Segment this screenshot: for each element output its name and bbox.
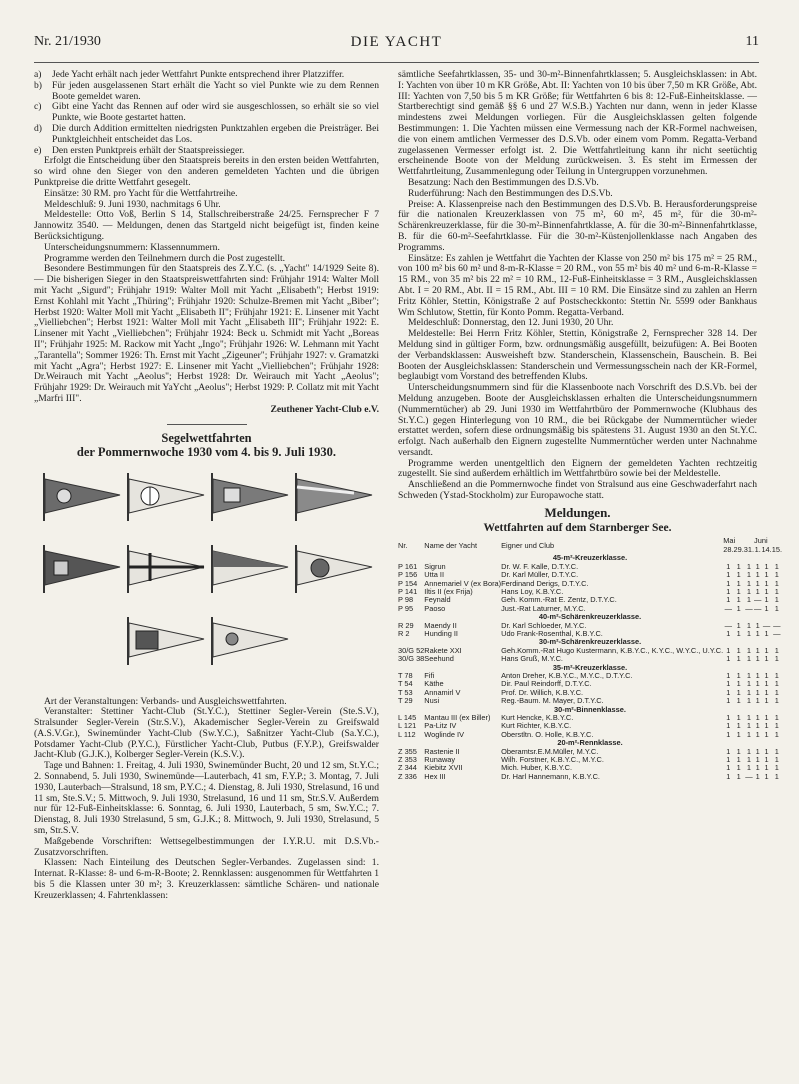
cell-name: Rakete XXI xyxy=(424,645,462,655)
cell-race-value: 1 xyxy=(764,729,769,739)
cell-race-value: 1 xyxy=(764,628,769,638)
cell-race-value: 1 xyxy=(764,755,769,765)
paragraph: Ruderführung: Nach den Bestimmungen des D.S.Vb. xyxy=(408,187,613,199)
section-divider xyxy=(167,424,247,425)
paragraph: Anschließend an die Pommernwoche findet von Stralsund aus eine Geschwaderfahrt nach Schweden (Ystad-Stockholm) zur Europawoche statt. xyxy=(398,479,757,502)
cell-name: Runaway xyxy=(424,755,456,765)
cell-race-value: 1 xyxy=(746,586,751,596)
cell-race-value: 1 xyxy=(736,628,741,638)
cell-race-value: 1 xyxy=(774,729,779,739)
table-row xyxy=(398,563,782,571)
paragraph: Art der Veranstaltungen: Verbands- und Ausgleichswettfahrten. xyxy=(44,695,287,707)
cell-owner: Udo Frank-Rosenthal, K.B.Y.C. xyxy=(501,628,603,638)
cell-race-value: 1 xyxy=(726,771,731,781)
cell-owner: Dr. Harl Hannemann, K.B.Y.C. xyxy=(501,771,600,781)
cell-name: Mantau III (ex Biller) xyxy=(424,713,491,722)
cell-owner: Reg.-Baum. M. Mayer, D.T.Y.C. xyxy=(501,696,604,706)
meldungen-subtitle: Wettfahrten auf dem Starnberger See. xyxy=(483,521,672,534)
cell-race-value: 1 xyxy=(764,679,769,689)
cell-name: Pa-Litz IV xyxy=(424,721,457,731)
cell-race-value: 1 xyxy=(746,628,751,638)
cell-race-value: 1 xyxy=(726,586,731,596)
cell-owner: Mich. Huber, K.B.Y.C. xyxy=(501,763,573,773)
cell-race-value: 1 xyxy=(746,713,751,722)
cell-race-value: 1 xyxy=(755,654,760,664)
col-owner: Eigner und Club xyxy=(501,540,555,550)
cell-race-value: 1 xyxy=(774,687,779,697)
cell-race-value: 1 xyxy=(746,620,751,630)
cell-race-value: 1 xyxy=(746,763,751,773)
col-date: 1. xyxy=(754,544,761,554)
cell-race-value: 1 xyxy=(746,755,751,765)
cell-race-value: 1 xyxy=(736,654,741,664)
cell-race-value: 1 xyxy=(726,721,731,731)
cell-race-value: 1 xyxy=(774,746,779,756)
cell-nr: L 121 xyxy=(398,721,417,731)
cell-race-value: 1 xyxy=(736,578,741,588)
left-column xyxy=(34,70,379,902)
cell-race-value: 1 xyxy=(726,645,731,655)
entries-table xyxy=(398,537,782,781)
cell-race-value: — xyxy=(745,603,753,613)
magazine-title: DIE YACHT xyxy=(350,34,443,50)
paragraph: Unterscheidungsnummern sind für die Klassenboote nach Vorschrift des D.S.Vb. bei der Meldung anzugeben. Boote der Ausgleichsklassen erhalten die Unterscheidungsnummern (Nummerntücher) ab 29. Juni 1930 im Wettfahrtbüro der Pommernwoche (Klubhaus des St.Y.C.) gegen Hinterlegung von 10 RM., die bei Rückgabe der Nummerntücher wieder erstattet werden, sofern diese ordnungsmäßig bis spätestens 31. August 1930 an den St.Y.C. erfolgt. Nach außerhalb den Eignern zugestellte Nummerntücher werden unter Nachnahme versandt. xyxy=(398,382,757,458)
cell-name: Rastenie II xyxy=(424,746,460,756)
paragraph: Meldeschluß: Donnerstag, den 12. Juni 1930, 20 Uhr. xyxy=(408,317,614,329)
cell-race-value: 1 xyxy=(764,721,769,731)
cell-race-value: 1 xyxy=(746,561,751,571)
cell-race-value: 1 xyxy=(746,687,751,697)
cell-race-value: 1 xyxy=(755,721,760,731)
cell-name: Maendy II xyxy=(424,620,457,630)
cell-nr: L 112 xyxy=(398,729,416,739)
cell-race-value: 1 xyxy=(764,746,769,756)
cell-race-value: 1 xyxy=(774,603,779,613)
cell-name: Fifi xyxy=(424,670,435,680)
burgee-flag-icon xyxy=(210,545,290,593)
paragraph: Preise: A. Klassenpreise nach den Bestimmungen des D.S.Vb. B. Herausforderungspreise für die nationalen Kreuzerklassen von 75 m², 60 m², 45 m², für die 30-m²-Schärenkreuzerklasse, für die 30-m²-Binnenfahrtklasse, A. für die 30-m²-Binnenfahrtklasse, B. für die 60-m²-Seefahrtklasse. Für die 30-m²-Küstenjollenklasse nach Angaben des Programms. xyxy=(398,198,757,253)
paragraph: Meldestelle: Otto Voß, Berlin S 14, Stallschreiberstraße 24/25. Fernsprecher F 7 Jannowitz 3540. — Meldungen, denen das Startgeld nicht beigefügt ist, finden keine Berücksichtigung. xyxy=(34,209,379,242)
paragraph: Tage und Bahnen: 1. Freitag, 4. Juli 1930, Swinemünder Bucht, 20 und 12 sm, St.Y.C.; 2. Sonnabend, 5. Juli 1930, Swinemünde—Lauterbach, 41 sm, F.Y.P.; 3. Montag, 7. Juli 1930, Lauterbach—Stralsund, 18 sm, P.Y.C.; 4. Dienstag, 8. Juli 1930, Strelasund, 16 und 11 sm, Ste.S.V.; 5. Mittwoch, 9. Juli 1930, Strelasund, 16 und 11 sm, Str.S.V. Außerdem nur für 12-Fuß-Einheitsklasse: 6. Sonntag, 6. Juli 1930, Lauterbach, 5 sm, Sw.Y.C.; 7. Dienstag, 8. Juli 1930 Strelasund, 5 sm, G.J.K.; 8. Mittwoch, 9. Juli 1930, Strelasund, 5 sm, Str.S.V. xyxy=(34,760,379,837)
list-text: Für jeden ausgelassenen Start erhält die Yacht so viel Punkte wie zu dem Rennen Boote gemeldet waren. xyxy=(52,79,379,102)
cell-nr: R 2 xyxy=(398,628,410,638)
cell-race-value: 1 xyxy=(746,721,751,731)
cell-race-value: 1 xyxy=(764,763,769,773)
cell-race-value: — xyxy=(762,620,771,630)
cell-name: Hunding II xyxy=(424,628,458,638)
cell-nr: T 54 xyxy=(398,679,413,689)
list-item xyxy=(34,124,379,146)
paragraph: Maßgebende Vorschriften: Wettsegelbestimmungen der I.Y.R.U. mit D.S.Vb.-Zusatzvorschriften. xyxy=(34,835,379,858)
cell-race-value: 1 xyxy=(726,746,731,756)
cell-owner: Dr. Karl Schloeder, M.Y.C. xyxy=(501,620,587,630)
cell-race-value: 1 xyxy=(746,746,751,756)
col-nr: Nr. xyxy=(398,540,408,550)
cell-race-value: 1 xyxy=(774,679,779,689)
meldungen-title: Meldungen. xyxy=(544,504,611,520)
cell-race-value: 1 xyxy=(774,561,779,571)
cell-nr: P 161 xyxy=(398,561,418,571)
cell-race-value: 1 xyxy=(736,603,741,613)
list-text: Den ersten Punktpreis erhält der Staatspreissieger. xyxy=(52,144,245,156)
cell-race-value: 1 xyxy=(764,654,769,664)
cell-race-value: 1 xyxy=(774,696,779,706)
cell-race-value: 1 xyxy=(726,755,731,765)
cell-race-value: 1 xyxy=(755,645,760,655)
cell-race-value: — xyxy=(724,603,733,613)
list-marker: c) xyxy=(34,101,42,113)
burgee-flag-icon xyxy=(210,617,290,665)
cell-race-value: 1 xyxy=(726,628,731,638)
cell-owner: Hans Loy, K.B.Y.C. xyxy=(501,586,564,596)
paragraph: Einsätze: 30 RM. pro Yacht für die Wettfahrtreihe. xyxy=(44,187,238,199)
cell-race-value: 1 xyxy=(774,570,779,580)
col-mai: Mai xyxy=(723,536,736,546)
cell-race-value: 1 xyxy=(736,595,741,605)
segel-subtitle: der Pommernwoche 1930 vom 4. bis 9. Juli 1930. xyxy=(76,444,337,459)
list-marker: b) xyxy=(34,79,42,91)
col-date: 29. xyxy=(733,544,744,554)
table-row xyxy=(398,647,782,655)
cell-nr: Z 353 xyxy=(398,755,417,765)
cell-race-value: 1 xyxy=(774,713,779,722)
cell-race-value: 1 xyxy=(736,696,741,706)
list-item xyxy=(34,102,379,124)
cell-nr: P 156 xyxy=(398,570,418,580)
cell-name: Utta II xyxy=(424,570,445,580)
cell-race-value: 1 xyxy=(736,670,741,680)
paragraph: Besondere Bestimmungen für den Staatspreis des Z.Y.C. (s. „Yacht" 14/1929 Seite 8). — Die bisherigen Sieger in den Staatspreiswettfahrten sind: Frühjahr 1914: Walter Moll mit Yacht „Sigurd"; Frühjahr 1919: Walter Moll mit Yacht „Elisabeth"; Herbst 1919: Ernst Kohlahl mit Yacht „Thüring"; Frühjahr 1920: Schulze-Bremen mit Yacht „Biber"; Herbst 1920: Walter Moll mit Yacht „Elisabeth II"; Frühjahr 1921: E. Linsener mit Yacht „Vielliebchen"; Herbst 1921: Walter Moll mit Yacht „Elisabeth III"; Frühjahr 1922: E. Linsener mit Yacht „Vielliebchen"; Frühjahr 1924: Beck u. Schmidt mit Yacht „Boreas II"; Frühjahr 1925: M. Rackow mit Yacht „Ingo"; Frühjahr 1926: W. Lehmann mit Yacht „Tarantella"; Sommer 1926: Th. Ernst mit Yacht „Zigeuner"; Frühjahr 1927: v. Gramatzki mit Yacht „Agra"; Herbst 1927: E. Linsener mit Yacht „Vielliebchen"; Frühjahr 1928: Dr.Weirauch mit Yacht „Aeolus"; Herbst 1928: Dr. Weirauch mit Yacht „Aeolus"; Frühjahr 1929: Dr. Weirauch mit YaYcht „Aeolus"; Herbst 1929: P. Collatz mit mit Yacht „Marfri III". xyxy=(34,263,379,404)
cell-race-value: 1 xyxy=(755,763,760,773)
cell-nr: L 145 xyxy=(398,713,417,722)
list-text: Jede Yacht erhält nach jeder Wettfahrt Punkte entsprechend ihrer Platzziffer. xyxy=(52,69,345,80)
cell-race-value: 1 xyxy=(774,595,779,605)
paragraph: Unterscheidungsnummern: Klassennummern. xyxy=(44,241,220,253)
cell-race-value: 1 xyxy=(774,670,779,680)
cell-name: Annamirl V xyxy=(424,687,461,697)
cell-race-value: 1 xyxy=(774,721,779,731)
cell-name: Kiebitz XVII xyxy=(424,763,463,773)
table-row xyxy=(398,773,782,781)
cell-race-value: 1 xyxy=(736,586,741,596)
paragraph: Veranstalter: Stettiner Yacht-Club (St.Y.C.), Stettiner Segler-Verein (Ste.S.V.), Stralsunder Segler-Verein (Str.S.V.), Akademischer Segler-Verein zu Greifswald (A.S.V.Gr.), Swinemünder Yacht-Club (Sw.Y.C.), Saßnitzer Yacht-Club (Sa.Y.C.), Potsdamer Yacht-Club (P.Y.C.), Fürstlicher Yacht-Club, Putbus (F.Y.P.), Greifswalder Jacht-Klub (G.J.K.), Kolberger Segler-Verein (K.S.V.). xyxy=(34,706,379,761)
cell-race-value: 1 xyxy=(755,570,760,580)
cell-race-value: — xyxy=(773,628,781,638)
cell-name: Woglinde IV xyxy=(424,729,465,739)
col-date: 15. xyxy=(771,544,782,554)
cell-race-value: 1 xyxy=(736,687,741,697)
right-column xyxy=(398,69,782,781)
burgee-flag-icon xyxy=(126,545,206,593)
cell-race-value: 1 xyxy=(764,696,769,706)
cell-nr: T 53 xyxy=(398,687,413,697)
cell-name: Käthe xyxy=(424,679,444,689)
cell-race-value: 1 xyxy=(764,595,769,605)
cell-race-value: 1 xyxy=(774,654,779,664)
col-juni: Juni xyxy=(754,536,768,546)
cell-nr: P 141 xyxy=(398,586,418,596)
header-rule xyxy=(34,62,759,63)
cell-race-value: 1 xyxy=(736,645,741,655)
cell-nr: P 98 xyxy=(398,595,414,605)
cell-name: Paoso xyxy=(424,603,446,613)
page-number: 11 xyxy=(745,34,759,49)
cell-name: Hex III xyxy=(424,771,446,781)
paragraph: Programme werden den Teilnehmern durch die Post zugestellt. xyxy=(44,252,286,264)
cell-race-value: 1 xyxy=(755,561,760,571)
paragraph: sämtliche Seefahrtklassen, 35- und 30-m²-Binnenfahrtklassen; 5. Ausgleichsklassen: in Abt. I: Yachten von über 10 m KR Größe, Abt. II: Yachten von 10 bis über 7,50 m KR Größe, Abt. III: Yachten von 7,50 bis 5 m KR Größe; für Wettfahrten 6 bis 8: 12-Fuß-Einheitsklasse. — Startberechtigt sind gemäß §§ 6 und 27 W.S.B.) Yachten nur dann, wenn in jeder Klasse mindestens zwei Meldungen vorliegen. Für die Ausgleichsklassen gelten folgende Bestimmungen: 1. Die Yachten müssen eine Vermessung nach der KR-Formel nachweisen, die von einem amtlichen Vermesser des D.S.Vb. oder einem vom Pomm. Regatta-Verband zugelassenen Vermesser erfolgt ist. 2. Die Wettfahrtleitung kann ihr nicht seetüchtig erscheinende Boote von der Meldung zurückweisen. 3. Es steht im Ermessen der Wettfahrtleitung, Zusammenlegung oder Teilung in Untergruppen vorzunehmen. xyxy=(398,69,757,178)
col-date: 31. xyxy=(743,544,755,554)
cell-race-value: 1 xyxy=(746,570,751,580)
page-header xyxy=(34,34,759,54)
cell-race-value: 1 xyxy=(746,679,751,689)
class-header-row xyxy=(398,554,782,562)
club-burgees xyxy=(34,465,379,689)
cell-race-value: — xyxy=(745,771,753,781)
cell-race-value: 1 xyxy=(755,586,760,596)
burgee-flag-icon xyxy=(294,473,374,521)
cell-race-value: 1 xyxy=(726,729,731,739)
cell-race-value: 1 xyxy=(755,620,760,630)
cell-nr: 30/G 38 xyxy=(398,654,425,664)
cell-race-value: 1 xyxy=(755,729,760,739)
cell-race-value: 1 xyxy=(746,654,751,664)
cell-owner: Hans Gruß, M.Y.C. xyxy=(501,654,563,664)
cell-name: Annemariel V (ex Bora) xyxy=(424,578,502,588)
cell-race-value: 1 xyxy=(736,771,741,781)
right-text-block xyxy=(398,70,757,502)
cell-race-value: 1 xyxy=(736,721,741,731)
paragraph: Meldeschluß: 9. Juni 1930, nachmitags 6 Uhr. xyxy=(44,198,221,210)
cell-nr: T 78 xyxy=(398,670,413,680)
cell-owner: Kurt Hencke, K.B.Y.C. xyxy=(501,713,574,722)
class-name: 45-m²-Kreuzerklasse. xyxy=(552,553,628,563)
cell-race-value: — xyxy=(773,620,781,630)
class-name: 20-m²-Rennklasse. xyxy=(557,738,623,748)
cell-race-value: 1 xyxy=(764,645,769,655)
cell-nr: R 29 xyxy=(398,620,414,630)
class-name: 35-m²-Kreuzerklasse. xyxy=(552,662,628,672)
cell-race-value: 1 xyxy=(736,679,741,689)
cell-name: Seehund xyxy=(424,654,454,664)
cell-nr: P 95 xyxy=(398,603,414,613)
cell-owner: Dr. W. F. Kalle, D.T.Y.C. xyxy=(501,561,579,571)
cell-race-value: 1 xyxy=(726,595,731,605)
cell-race-value: 1 xyxy=(726,570,731,580)
col-date: 14. xyxy=(761,544,772,554)
list-text: Gibt eine Yacht das Rennen auf oder wird sie ausgeschlossen, so erhält sie so viel Punkte, wie Boote gestartet hatten. xyxy=(52,101,379,124)
cell-race-value: 1 xyxy=(755,670,760,680)
cell-name: Nusi xyxy=(424,696,440,706)
cell-race-value: 1 xyxy=(736,729,741,739)
cell-race-value: 1 xyxy=(736,746,741,756)
cell-nr: P 154 xyxy=(398,578,418,588)
list-marker: a) xyxy=(34,69,42,80)
cell-race-value: 1 xyxy=(774,755,779,765)
left-text-block-2 xyxy=(34,697,379,902)
cell-race-value: 1 xyxy=(764,713,769,722)
paragraph: Besatzung: Nach den Bestimmungen des D.S.Vb. xyxy=(408,176,599,188)
cell-race-value: 1 xyxy=(774,763,779,773)
cell-race-value: 1 xyxy=(774,771,779,781)
cell-nr: T 29 xyxy=(398,696,413,706)
cell-owner: Geh. Komm.-Rat E. Zentz, D.T.Y.C. xyxy=(501,595,617,605)
cell-race-value: 1 xyxy=(736,570,741,580)
cell-race-value: 1 xyxy=(726,670,731,680)
cell-race-value: 1 xyxy=(736,755,741,765)
issue-number: Nr. 21/1930 xyxy=(34,34,101,49)
class-name: 30-m²-Binnenklasse. xyxy=(554,704,626,714)
paragraph: Programme werden unentgeltlich den Eignern der gemeldeten Yachten rechtzeitig zugestellt. Sie sind außerdem erhältlich im Wettfahrtbüro sowie bei der Meldestelle. xyxy=(398,457,757,480)
cell-race-value: 1 xyxy=(755,713,760,722)
burgee-flag-icon xyxy=(42,545,122,593)
cell-nr: 30/G 52 xyxy=(398,645,425,655)
cell-race-value: 1 xyxy=(764,771,769,781)
cell-race-value: 1 xyxy=(736,713,741,722)
cell-owner: Dr. Karl Müller, D.T.Y.C. xyxy=(501,570,579,580)
cell-race-value: 1 xyxy=(755,746,760,756)
list-marker: d) xyxy=(34,122,42,134)
paragraph: Einsätze: Es zahlen je Wettfahrt die Yachten der Klasse von 250 m² bis 175 m² = 25 RM., von 100 m² bis 60 m² und 8-m-R-Klasse = 20 RM., von 55 m² bis 40 m² und 6-m-R-Klasse = 15 RM., von 35 m² bis 22 m² = 10 RM., 12-Fuß-Einheitsklasse = 3 RM., Ausgleichsklassen Abt. I = 20 RM., Abt. II = 15 RM., Abt. III = 10 RM. Die Einsätze sind zu zahlen an Herrn Fritz Köhler, Stettin, Königstraße 2 auf Postscheckkonto: Stettin Nr. 5599 oder Bankhaus Wm Schlutow, Stettin, für Konto Pomm. Regatta-Verband. xyxy=(398,252,757,318)
cell-race-value: 1 xyxy=(726,687,731,697)
cell-race-value: 1 xyxy=(726,561,731,571)
cell-owner: Geh.Komm.-Rat Hugo Kustermann, K.B.Y.C., K.Y.C., W.Y.C., U.Y.C. xyxy=(501,645,724,655)
cell-race-value: 1 xyxy=(746,645,751,655)
cell-race-value: 1 xyxy=(746,595,751,605)
burgee-flag-icon xyxy=(126,473,206,521)
cell-race-value: 1 xyxy=(755,755,760,765)
cell-nr: Z 336 xyxy=(398,771,417,781)
cell-name: Iltis II (ex Frija) xyxy=(424,586,473,596)
cell-race-value: 1 xyxy=(755,578,760,588)
cell-race-value: 1 xyxy=(726,578,731,588)
cell-owner: Just.-Rat Laturner, M.Y.C. xyxy=(501,603,586,613)
cell-owner: Prof. Dr. Willich, K.B.Y.C. xyxy=(501,687,584,697)
cell-race-value: — xyxy=(724,620,733,630)
cell-race-value: 1 xyxy=(764,586,769,596)
col-name: Name der Yacht xyxy=(424,540,478,550)
cell-race-value: 1 xyxy=(755,696,760,706)
cell-race-value: 1 xyxy=(774,645,779,655)
segel-title: Segelwettfahrten xyxy=(161,430,252,445)
cell-race-value: 1 xyxy=(755,679,760,689)
burgee-flag-icon xyxy=(42,473,122,521)
cell-race-value: 1 xyxy=(736,561,741,571)
burgee-flag-icon xyxy=(294,545,374,593)
cell-race-value: 1 xyxy=(774,586,779,596)
cell-race-value: 1 xyxy=(726,696,731,706)
paragraph: Erfolgt die Entscheidung über den Staatspreis bereits in den ersten beiden Wettfahrten, so wird ohne den Sieger von den anderen gemeldeten Yachten und die übrigen Punktpreise die dritte Wettfahrt gesegelt. xyxy=(34,155,379,188)
cell-owner: Kurt Richter, K.B.Y.C. xyxy=(501,721,572,731)
cell-name: Feynald xyxy=(424,595,451,605)
cell-race-value: 1 xyxy=(746,578,751,588)
cell-race-value: 1 xyxy=(746,696,751,706)
cell-race-value: 1 xyxy=(726,713,731,722)
cell-race-value: 1 xyxy=(736,620,741,630)
cell-race-value: 1 xyxy=(764,687,769,697)
paragraph: Klassen: Nach Einteilung des Deutschen Segler-Verbandes. Zugelassen sind: 1. Internat. R-Klasse: 8- und 6-m-R-Boote; 2. Rennklassen: ausgenommen für Wettfahrten 1 bis 5 die Klassen unter 30 m²; 3. Kreuzerklassen: sämtliche Schären- und nationale Kreuzerklassen; 4. Fahrtenklassen: xyxy=(34,857,379,901)
cell-race-value: — xyxy=(754,603,762,613)
cell-race-value: — xyxy=(754,595,762,605)
cell-owner: Anton Dreher, K.B.Y.C., M.Y.C., D.T.Y.C. xyxy=(501,670,633,680)
cell-race-value: 1 xyxy=(774,578,779,588)
col-date: 28. xyxy=(723,544,734,554)
cell-race-value: 1 xyxy=(755,771,760,781)
burgee-flag-icon xyxy=(126,617,206,665)
cell-race-value: 1 xyxy=(764,561,769,571)
list-marker: e) xyxy=(34,144,42,156)
cell-race-value: 1 xyxy=(764,670,769,680)
cell-race-value: 1 xyxy=(746,729,751,739)
cell-race-value: 1 xyxy=(736,763,741,773)
cell-owner: Oberamtsr.E.M.Müller, M.Y.C. xyxy=(501,746,599,756)
cell-race-value: 1 xyxy=(764,578,769,588)
cell-owner: Dir. Paul Reindorff, D.T.Y.C. xyxy=(501,679,592,689)
list-text: Die durch Addition ermittelten niedrigsten Punktzahlen ergeben die Preisträger. Bei Punktgleichheit entscheidet das Los. xyxy=(52,122,379,145)
cell-race-value: 1 xyxy=(726,679,731,689)
list-item xyxy=(34,81,379,103)
cell-race-value: 1 xyxy=(726,654,731,664)
cell-nr: Z 355 xyxy=(398,746,417,756)
cell-race-value: 1 xyxy=(755,628,760,638)
cell-nr: Z 344 xyxy=(398,763,417,773)
cell-race-value: 1 xyxy=(764,570,769,580)
cell-race-value: 1 xyxy=(746,670,751,680)
cell-race-value: 1 xyxy=(726,763,731,773)
club-signature: Zeuthener Yacht-Club e.V. xyxy=(270,403,379,415)
paragraph: Meldestelle: Bei Herrn Fritz Köhler, Stettin, Königstraße 2, Fernsprecher 328 14. Der Meldung sind in gültiger Form, bzw. ordnungsmäßig ausgefüllt, beizufügen: A. Bei Booten der Verbandsklassen: Ausweisheft bzw. Standerschein, Klassenschein, Bauschein. B. Bei Booten der Ausgleichsklassen: Standerschein und Vermessungsschein nach der KR-Formel, beglaubigt vom Vorstand des betreffenden Klubs. xyxy=(398,328,757,383)
cell-name: Sigrun xyxy=(424,561,446,571)
class-name: 40-m²-Schärenkreuzerklasse. xyxy=(538,612,642,622)
cell-owner: Ferdinand Derigs, D.T.Y.C. xyxy=(501,578,589,588)
burgee-flag-icon xyxy=(210,473,290,521)
cell-owner: Oberstltn. O. Holle, K.B.Y.C. xyxy=(501,729,594,739)
cell-race-value: 1 xyxy=(764,603,769,613)
cell-race-value: 1 xyxy=(755,687,760,697)
left-text-block xyxy=(34,70,379,405)
cell-owner: Wilh. Forstner, K.B.Y.C., M.Y.C. xyxy=(501,755,604,765)
class-name: 30-m²-Schärenkreuzerklasse. xyxy=(538,637,642,647)
